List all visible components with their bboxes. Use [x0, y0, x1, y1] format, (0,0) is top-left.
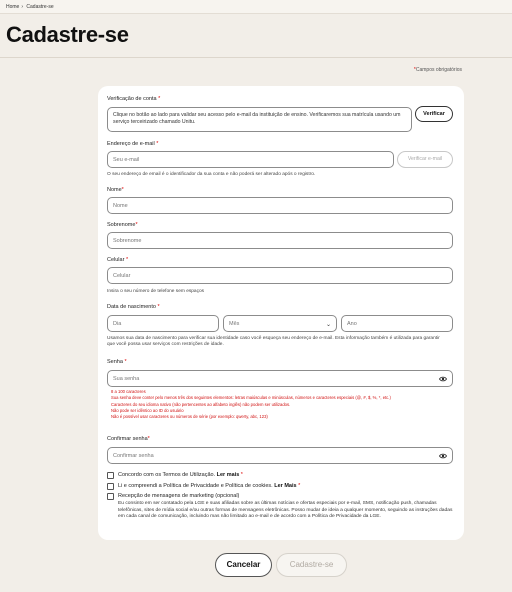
form-actions [0, 553, 512, 579]
password-rule: Caracteres do seu idioma nativo (não pertencentes ao alfabeto inglês) não podem ser utilizados. [111, 401, 291, 407]
eye-icon[interactable] [439, 452, 447, 460]
last-name-label: Sobrenome* [107, 222, 138, 228]
signup-form [98, 86, 464, 540]
verify-email-button[interactable]: Verificar e-mail [397, 151, 453, 168]
birth-day-field[interactable] [107, 315, 219, 332]
marketing-consent[interactable]: Recepção de mensagens de marketing (opcional) [107, 493, 239, 500]
phone-field[interactable] [107, 267, 453, 284]
password-rule: 8 a 100 caracteres [111, 389, 146, 394]
first-name-field[interactable] [107, 197, 453, 214]
terms-consent[interactable]: Concordo com os Termos de Utilização. Ler mais * [107, 472, 243, 479]
terms-checkbox[interactable] [107, 472, 114, 479]
terms-read-more-link[interactable]: Ler mais [216, 472, 240, 478]
privacy-consent[interactable]: Li e compreendi a Política de Privacidade e Política de cookies. Ler Mais * [107, 483, 300, 490]
chevron-down-icon: ⌄ [325, 322, 331, 328]
birth-year-field[interactable] [341, 315, 453, 332]
privacy-read-more-link[interactable]: Ler Mais [274, 483, 297, 489]
title-divider [0, 57, 512, 58]
breadcrumb-separator: › [21, 4, 24, 10]
birth-date-hint: Usamos sua data de nascimento para verificar sua identidade caso você esqueça seu endereço de e-mail. Esta informação também é utilizada para garantir que você possa usar serviços com restrições de idade. [107, 336, 440, 347]
email-label: Endereço de e-mail * [107, 141, 159, 147]
breadcrumb-current: Cadastre-se [26, 4, 54, 10]
password-rule: Sua senha deve conter pelo menos três dos seguintes elementos: letras maiúsculas e minúsculas, números e caracteres especiais (@, #, $, %, *, etc.) [111, 395, 391, 401]
last-name-field[interactable] [107, 232, 453, 249]
verification-info-box: Clique no botão ao lado para validar seu acesso pelo e-mail da instituição de ensino. Verificaremos sua matrícula usando um serviço terceirizado chamado Unitu. [107, 107, 412, 132]
birth-month-select[interactable]: Mês ⌄ [223, 315, 337, 332]
first-name-label: Nome* [107, 187, 124, 193]
password-rule: Não pode ser idêntico ao ID do usuário [111, 407, 184, 413]
phone-label: Celular * [107, 257, 129, 263]
marketing-checkbox[interactable] [107, 493, 114, 500]
breadcrumb [0, 0, 512, 14]
birth-date-label: Data de nascimento * [107, 304, 160, 310]
confirm-password-label: Confirmar senha* [107, 436, 150, 442]
privacy-checkbox[interactable] [107, 483, 114, 490]
eye-icon[interactable] [439, 375, 447, 383]
page-title: Cadastre-se [6, 22, 129, 47]
verify-account-button[interactable]: Verificar [415, 106, 453, 122]
phone-hint: Insira o seu número de telefone sem espaços [107, 289, 205, 294]
breadcrumb-home[interactable]: Home [6, 4, 20, 10]
email-hint: O seu endereço de email é o identificador da sua conta e não poderá ser alterado após o registro. [107, 172, 316, 177]
confirm-password-field[interactable]: Confirmar senha [107, 447, 453, 464]
email-field[interactable] [107, 151, 394, 168]
verification-label: Verificação de conta * [107, 96, 161, 102]
password-field[interactable]: Sua senha [107, 370, 453, 387]
password-rule: Não é possível usar caracteres ou números de série (por exemplo: qwerty, abc, 123) [111, 414, 268, 420]
required-fields-note: *Campos obrigatórios [413, 67, 462, 73]
marketing-consent-text: Eu consinto em ser contatado pela LGE e suas afiliadas sobre as últimas notícias e ofertas especiais por e-mail, SMS, notificação push, chamadas telefônicas, sites de mídia social e/ou outras formas de mensagens eletrônicas. Posso mudar de ideia a qualquer momento, seguindo as instruções dadas em cada canal de comunicação, incluindo mas não limitado ao e-mail e de acordo com a Política de Privacidade da LGE. [118, 501, 453, 520]
password-label: Senha * [107, 359, 127, 365]
password-rules [111, 389, 391, 420]
submit-button[interactable]: Cadastre-se [276, 553, 347, 577]
cancel-button[interactable]: Cancelar [215, 553, 272, 577]
